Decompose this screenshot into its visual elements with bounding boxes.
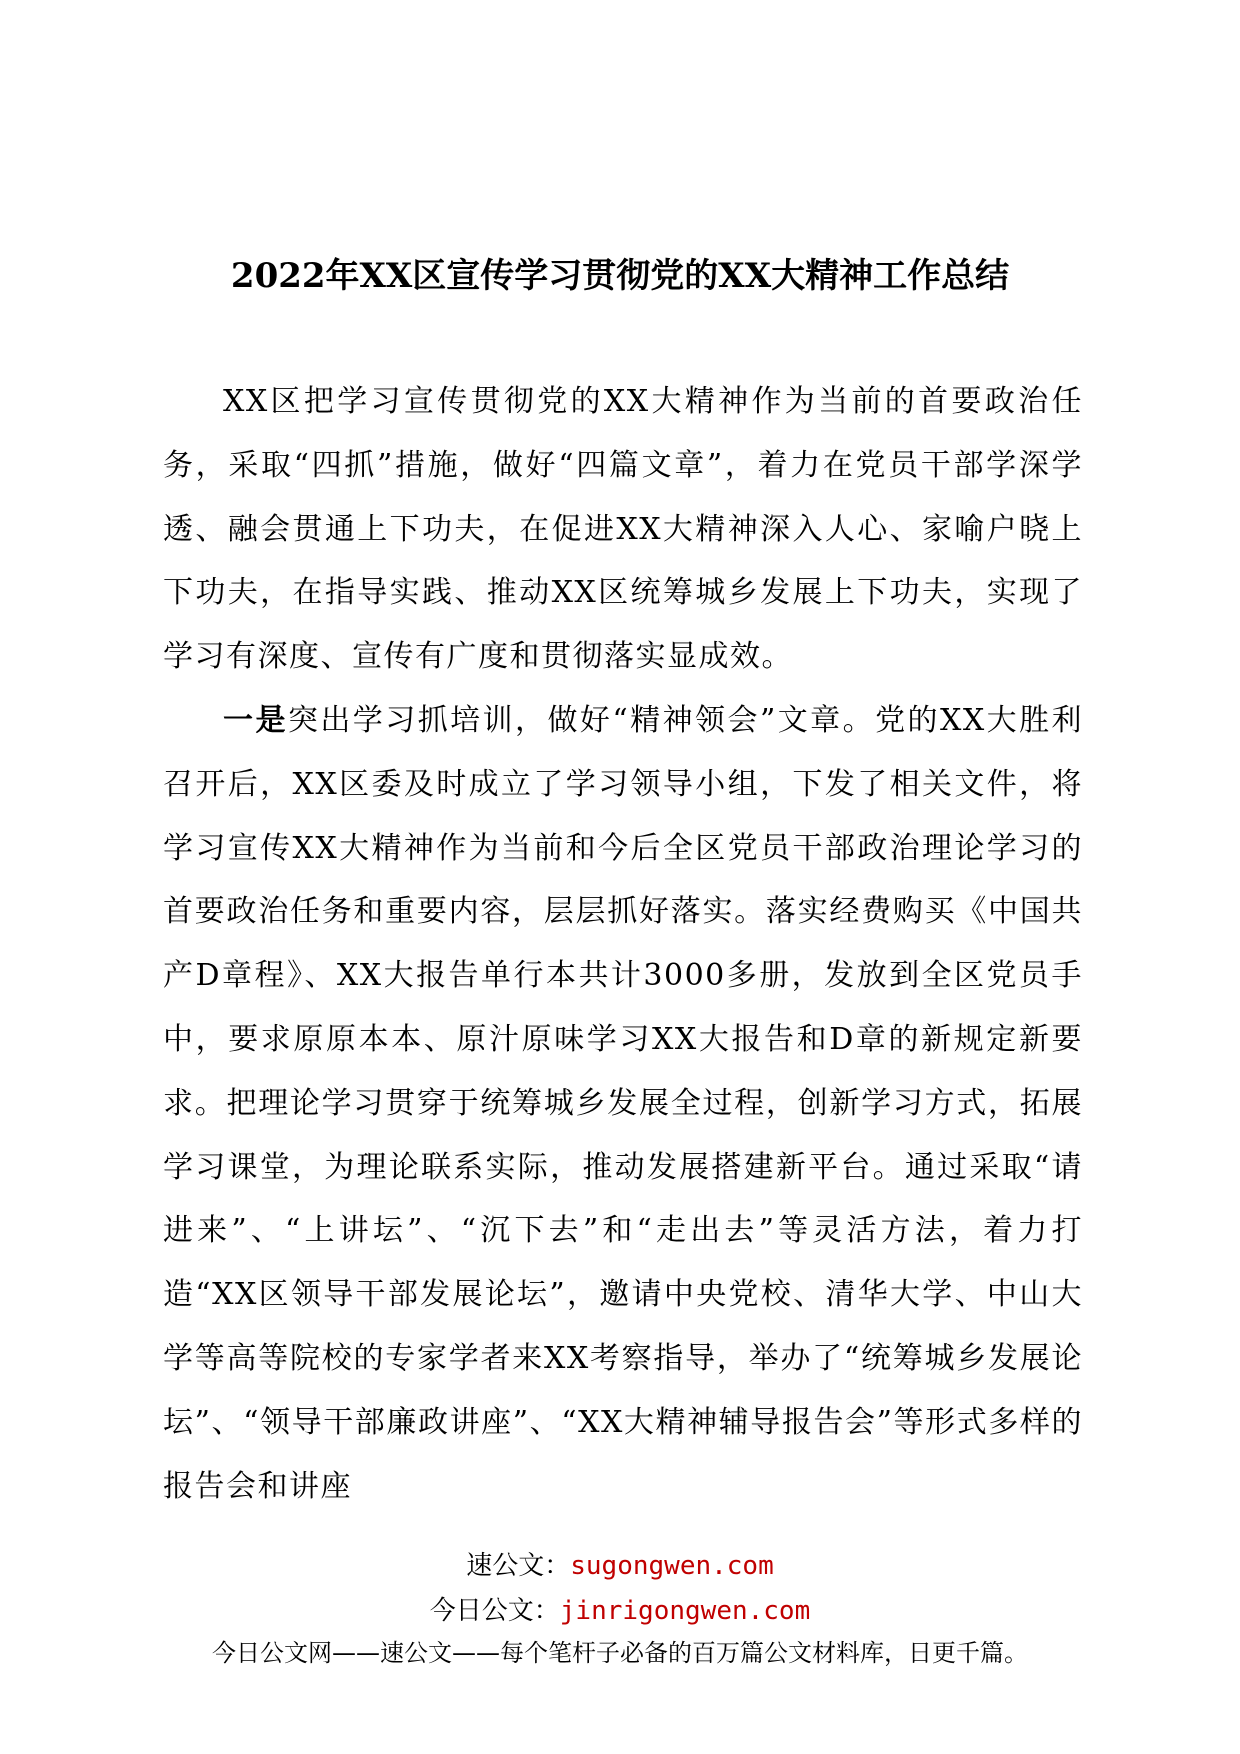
paragraph-text: 突出学习抓培训，做好“精神领会”文章。党的XX大胜利召开后，XX区委及时成立了学习领导小组，下发了相关文件，将学习宣传XX大精神作为当前和今后全区党员干部政治理论学习的首要政治任务和重要内容，层层抓好落实。落实经费购买《中国共产D章程》、XX大报告单行本共计3000多册，发放到全区党员手中，要求原原本本、原汁原味学习XX大报告和D章的新规定新要求。把理论学习贯穿于统筹城乡发展全过程，创新学习方式，拓展学习课堂，为理论联系实际，推动发展搭建新平台。通过采取“请进来”、“上讲坛”、“沉下去”和“走出去”等灵活方法，着力打造“XX区领导干部发展论坛”，邀请中央党校、清华大学、中山大学等高等院校的专家学者来XX考察指导，举办了“统筹城乡发展论坛”、“领导干部廉政讲座”、“XX大精神辅导报告会”等形式多样的报告会和讲座 — [163, 702, 1084, 1504]
paragraph-lead: 一是 — [223, 702, 288, 738]
footer-link-sugongwen[interactable]: sugongwen.com — [570, 1551, 774, 1581]
footer-line-jinrigongwen — [0, 1590, 1240, 1627]
footer-label: 速公文： — [466, 1551, 571, 1581]
paragraph-text: XX区把学习宣传贯彻党的XX大精神作为当前的首要政治任务，采取“四抓”措施，做好“四篇文章”，着力在党员干部学深学透、融会贯通上下功夫，在促进XX大精神深入人心、家喻户晓上下功夫，在指导实践、推动XX区统筹城乡发展上下功夫，实现了学习有深度、宣传有广度和贯彻落实显成效。 — [163, 384, 1083, 675]
footer-link-jinrigongwen[interactable]: jinrigongwen.com — [559, 1596, 811, 1626]
footer-label: 今日公文： — [429, 1596, 560, 1626]
footer-line-sugongwen — [0, 1545, 1240, 1582]
document-body — [163, 370, 1083, 1518]
paragraph-first-point — [163, 689, 1083, 1518]
document-title: 2022年XX区宣传学习贯彻党的XX大精神工作总结 — [230, 256, 1010, 296]
footer-slogan: 今日公文网——速公文——每个笔杆子必备的百万篇公文材料库，日更千篇。 — [212, 1639, 1028, 1667]
paragraph-intro — [163, 370, 1083, 689]
